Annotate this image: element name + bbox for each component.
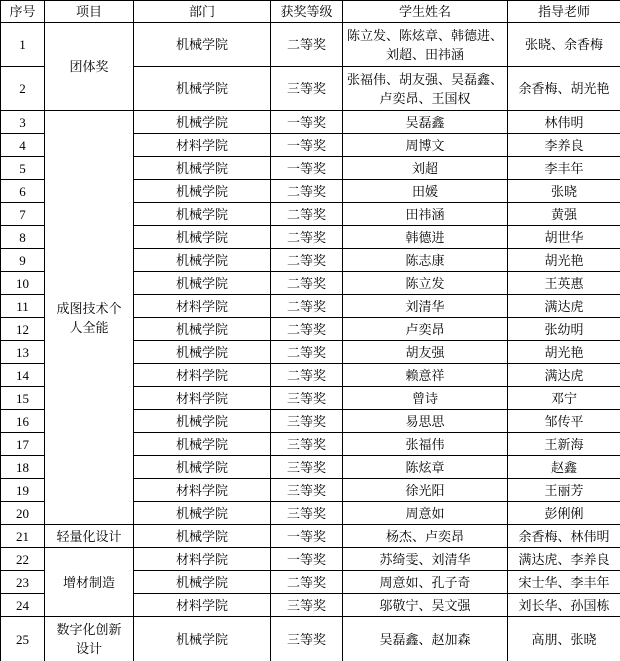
- cell-award: 二等奖: [271, 318, 343, 341]
- cell-award: 二等奖: [271, 272, 343, 295]
- cell-teachers: 满达虎: [508, 364, 620, 387]
- cell-dept: 材料学院: [134, 479, 271, 502]
- cell-no: 25: [1, 617, 45, 661]
- cell-dept: 机械学院: [134, 111, 271, 134]
- cell-no: 5: [1, 157, 45, 180]
- cell-dept: 机械学院: [134, 249, 271, 272]
- cell-award: 三等奖: [271, 456, 343, 479]
- cell-no: 6: [1, 180, 45, 203]
- cell-teachers: 胡光艳: [508, 249, 620, 272]
- cell-dept: 机械学院: [134, 456, 271, 479]
- cell-project: 团体奖: [45, 23, 134, 111]
- cell-dept: 材料学院: [134, 364, 271, 387]
- cell-dept: 材料学院: [134, 387, 271, 410]
- cell-students: 曾诗: [343, 387, 508, 410]
- cell-dept: 机械学院: [134, 502, 271, 525]
- cell-students: 张福伟、胡友强、吴磊鑫、卢奕昂、王国权: [343, 67, 508, 111]
- cell-students: 陈立发、陈炫章、韩德进、刘超、田祎涵: [343, 23, 508, 67]
- cell-dept: 材料学院: [134, 134, 271, 157]
- cell-teachers: 邓宁: [508, 387, 620, 410]
- cell-dept: 机械学院: [134, 67, 271, 111]
- cell-students: 周意如: [343, 502, 508, 525]
- cell-dept: 材料学院: [134, 548, 271, 571]
- cell-dept: 机械学院: [134, 226, 271, 249]
- cell-students: 胡友强: [343, 341, 508, 364]
- cell-students: 赖意祥: [343, 364, 508, 387]
- cell-students: 徐光阳: [343, 479, 508, 502]
- cell-teachers: 林伟明: [508, 111, 620, 134]
- cell-teachers: 余香梅、胡光艳: [508, 67, 620, 111]
- cell-no: 12: [1, 318, 45, 341]
- cell-project: 成图技术个人全能: [45, 111, 134, 525]
- cell-students: 陈炫章: [343, 456, 508, 479]
- cell-teachers: 满达虎、李养良: [508, 548, 620, 571]
- cell-award: 一等奖: [271, 548, 343, 571]
- cell-no: 13: [1, 341, 45, 364]
- cell-teachers: 胡光艳: [508, 341, 620, 364]
- cell-dept: 机械学院: [134, 203, 271, 226]
- cell-no: 8: [1, 226, 45, 249]
- header-row: [1, 1, 620, 23]
- cell-students: 陈立发: [343, 272, 508, 295]
- cell-no: 11: [1, 295, 45, 318]
- cell-project: 数字化创新设计: [45, 617, 134, 661]
- cell-award: 二等奖: [271, 23, 343, 67]
- cell-no: 1: [1, 23, 45, 67]
- cell-students: 周博文: [343, 134, 508, 157]
- cell-dept: 材料学院: [134, 594, 271, 617]
- cell-award: 二等奖: [271, 249, 343, 272]
- cell-students: 邬敬宁、吴文强: [343, 594, 508, 617]
- cell-dept: 机械学院: [134, 410, 271, 433]
- cell-students: 张福伟: [343, 433, 508, 456]
- cell-no: 20: [1, 502, 45, 525]
- cell-students: 陈志康: [343, 249, 508, 272]
- cell-award: 一等奖: [271, 157, 343, 180]
- cell-no: 18: [1, 456, 45, 479]
- cell-no: 24: [1, 594, 45, 617]
- cell-award: 三等奖: [271, 410, 343, 433]
- cell-award: 二等奖: [271, 341, 343, 364]
- cell-dept: 机械学院: [134, 157, 271, 180]
- cell-students: 吴磊鑫: [343, 111, 508, 134]
- cell-dept: 材料学院: [134, 295, 271, 318]
- cell-award: 三等奖: [271, 479, 343, 502]
- table-row: [1, 23, 620, 67]
- cell-dept: 机械学院: [134, 617, 271, 661]
- cell-dept: 机械学院: [134, 571, 271, 594]
- cell-teachers: 张幼明: [508, 318, 620, 341]
- cell-no: 21: [1, 525, 45, 548]
- cell-students: 田媛: [343, 180, 508, 203]
- cell-no: 7: [1, 203, 45, 226]
- cell-students: 吴磊鑫、赵加森: [343, 617, 508, 661]
- cell-award: 二等奖: [271, 180, 343, 203]
- cell-teachers: 高朋、张晓: [508, 617, 620, 661]
- cell-award: 二等奖: [271, 226, 343, 249]
- cell-award: 一等奖: [271, 525, 343, 548]
- cell-students: 易思思: [343, 410, 508, 433]
- cell-no: 14: [1, 364, 45, 387]
- cell-students: 杨杰、卢奕昂: [343, 525, 508, 548]
- cell-teachers: 赵鑫: [508, 456, 620, 479]
- column-header-dept: 部门: [134, 1, 271, 23]
- cell-teachers: 余香梅、林伟明: [508, 525, 620, 548]
- cell-teachers: 彭俐俐: [508, 502, 620, 525]
- cell-award: 三等奖: [271, 502, 343, 525]
- cell-teachers: 宋士华、李丰年: [508, 571, 620, 594]
- cell-dept: 机械学院: [134, 272, 271, 295]
- cell-teachers: 刘长华、孙国栋: [508, 594, 620, 617]
- cell-dept: 机械学院: [134, 341, 271, 364]
- cell-project: 增材制造: [45, 548, 134, 617]
- cell-teachers: 李养良: [508, 134, 620, 157]
- cell-no: 23: [1, 571, 45, 594]
- column-header-no: 序号: [1, 1, 45, 23]
- cell-students: 刘超: [343, 157, 508, 180]
- cell-teachers: 胡世华: [508, 226, 620, 249]
- cell-award: 二等奖: [271, 295, 343, 318]
- cell-teachers: 李丰年: [508, 157, 620, 180]
- column-header-award: 获奖等级: [271, 1, 343, 23]
- cell-teachers: 满达虎: [508, 295, 620, 318]
- cell-award: 三等奖: [271, 617, 343, 661]
- cell-dept: 机械学院: [134, 525, 271, 548]
- cell-award: 二等奖: [271, 571, 343, 594]
- cell-award: 一等奖: [271, 111, 343, 134]
- column-header-project: 项目: [45, 1, 134, 23]
- cell-award: 一等奖: [271, 134, 343, 157]
- table-row: [1, 525, 620, 548]
- cell-no: 22: [1, 548, 45, 571]
- cell-no: 9: [1, 249, 45, 272]
- cell-no: 10: [1, 272, 45, 295]
- table-row: [1, 111, 620, 134]
- cell-no: 19: [1, 479, 45, 502]
- cell-teachers: 黄强: [508, 203, 620, 226]
- cell-award: 二等奖: [271, 364, 343, 387]
- cell-award: 三等奖: [271, 67, 343, 111]
- cell-no: 17: [1, 433, 45, 456]
- cell-no: 3: [1, 111, 45, 134]
- cell-no: 4: [1, 134, 45, 157]
- cell-students: 韩德进: [343, 226, 508, 249]
- column-header-students: 学生姓名: [343, 1, 508, 23]
- cell-teachers: 王丽芳: [508, 479, 620, 502]
- cell-award: 三等奖: [271, 387, 343, 410]
- cell-students: 刘清华: [343, 295, 508, 318]
- cell-students: 苏绮雯、刘清华: [343, 548, 508, 571]
- cell-students: 周意如、孔子奇: [343, 571, 508, 594]
- cell-dept: 机械学院: [134, 180, 271, 203]
- cell-dept: 机械学院: [134, 23, 271, 67]
- cell-award: 三等奖: [271, 433, 343, 456]
- cell-students: 田祎涵: [343, 203, 508, 226]
- cell-no: 16: [1, 410, 45, 433]
- cell-no: 2: [1, 67, 45, 111]
- table-row: [1, 617, 620, 661]
- cell-students: 卢奕昂: [343, 318, 508, 341]
- cell-teachers: 邹传平: [508, 410, 620, 433]
- column-header-teachers: 指导老师: [508, 1, 620, 23]
- cell-award: 三等奖: [271, 594, 343, 617]
- cell-no: 15: [1, 387, 45, 410]
- cell-dept: 机械学院: [134, 433, 271, 456]
- cell-dept: 机械学院: [134, 318, 271, 341]
- cell-award: 二等奖: [271, 203, 343, 226]
- cell-project: 轻量化设计: [45, 525, 134, 548]
- cell-teachers: 张晓: [508, 180, 620, 203]
- cell-teachers: 王英惠: [508, 272, 620, 295]
- cell-teachers: 王新海: [508, 433, 620, 456]
- table-row: [1, 548, 620, 571]
- cell-teachers: 张晓、余香梅: [508, 23, 620, 67]
